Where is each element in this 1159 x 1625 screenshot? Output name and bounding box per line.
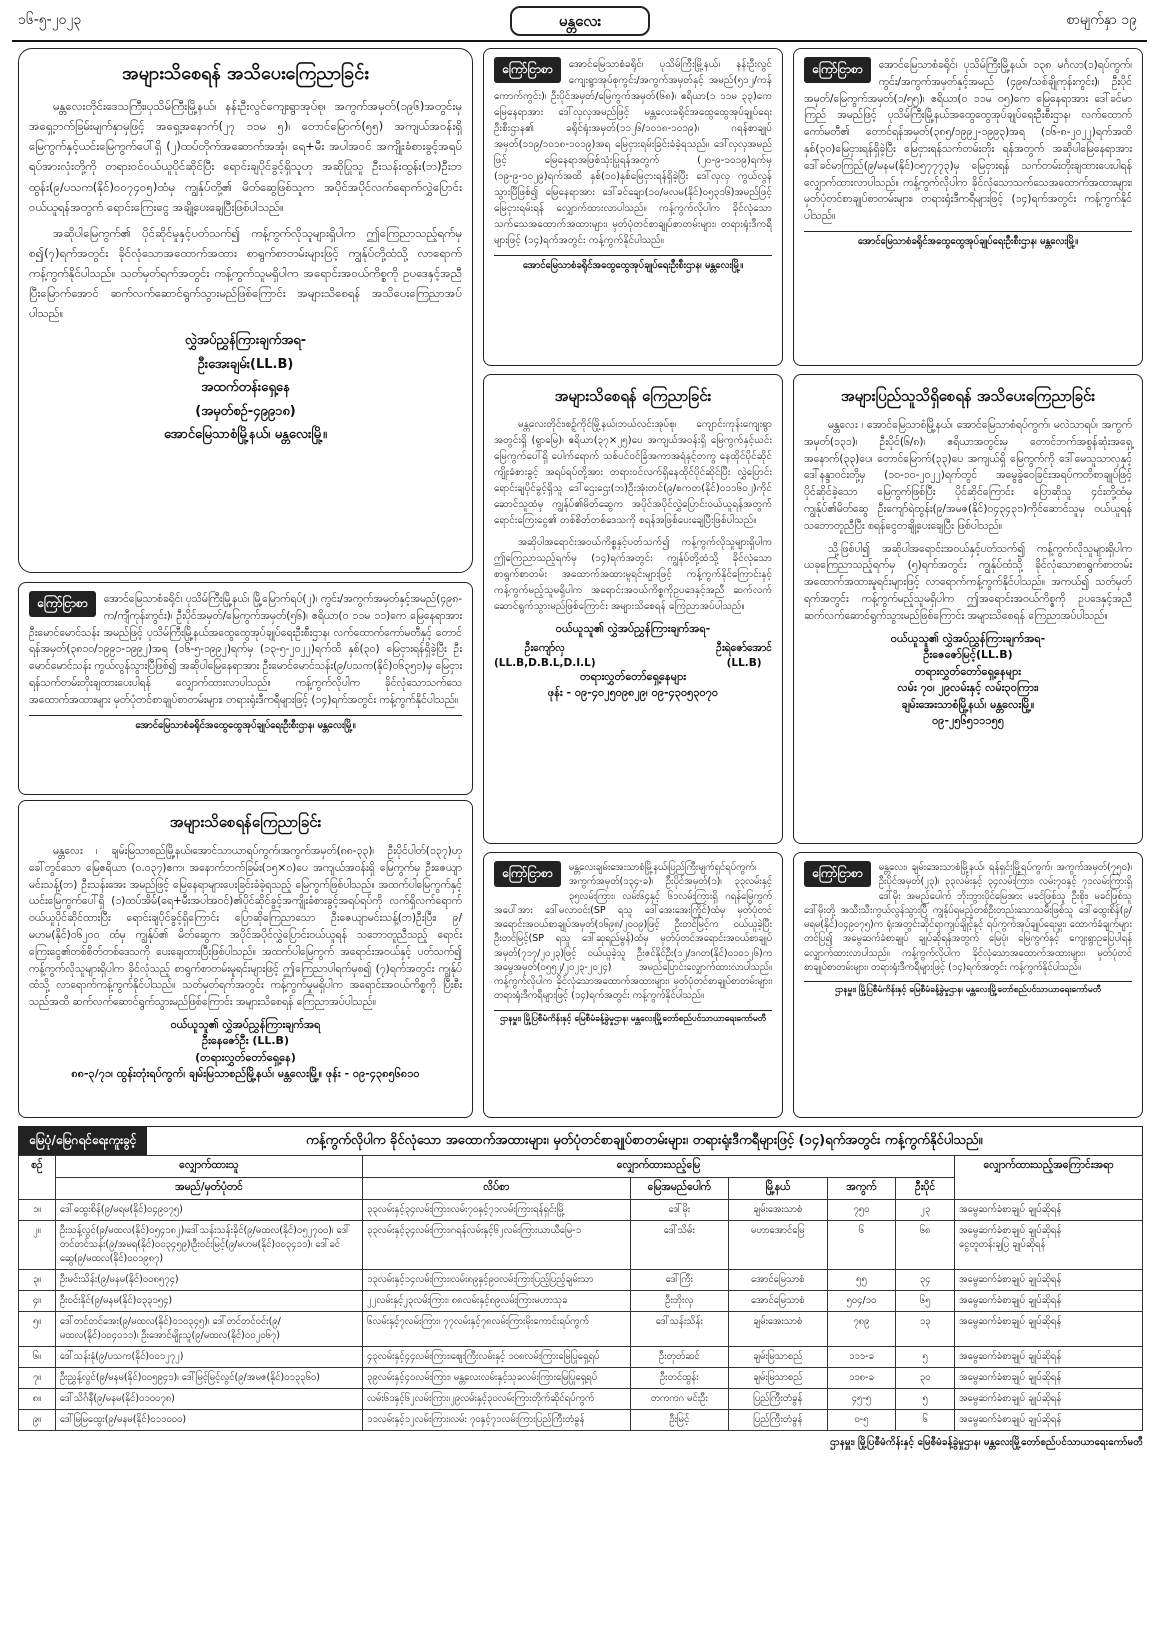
col-address: လိပ်စာ bbox=[363, 1178, 631, 1200]
col-reason: လျှောက်ထားသည့်အကြောင်းအရာ bbox=[954, 1156, 1142, 1200]
cell-applicant: ဦးညွှန့်လွင်(၉/မနမ(နိုင်)၀၀၅၉၄၁)၊ ဒေါ်မြင့်မြင့်လွင်(၉/အမဇ(နိုင်)၀၁၃၃၆၀) bbox=[55, 1368, 362, 1389]
cell-block: ၄၅-၅ bbox=[827, 1389, 896, 1410]
cell-applicant: ဦးဝင်းနိုင်(၉/မနမ(နိုင်)၀၃၃၁၅၄) bbox=[55, 1291, 362, 1312]
notice-title: အများသိစေရန် ကြေညာခြင်း bbox=[554, 387, 712, 405]
signature-line: အောင်မြေသာစံမြို့နယ်၊ မန္တလေးမြို့။ bbox=[164, 426, 327, 442]
middle-public-notice bbox=[483, 374, 783, 844]
cell-applicant: ဦးမင်းသိန်း(၉/မနမ(နိုင်)၀၀၈၅၇၄) bbox=[55, 1270, 362, 1291]
cell-address: ၄၃လမ်းနှင့်၄၄လမ်းကြား၊ဈေးကြီးလမ်းနှင့် ၁၀၈လမ်းကြားမြေပြုရှေ့ရပ် bbox=[363, 1347, 631, 1368]
signature-line: တရားလွှတ်တော်ရှေ့နေများ bbox=[914, 664, 1022, 678]
cell-holding: ၃၄ bbox=[896, 1270, 955, 1291]
signature-line: ဝယ်ယူသူ၏ လွှဲအပ်ညွှန်ကြားချက်အရ bbox=[170, 1017, 321, 1031]
advert-footer: ဌာနမှူး၊ မြို့ပြစီမံကိန်းနှင့် မြေစီမံခန့်ခွဲမှုဌာန၊ မန္တလေးမြို့တော်စည်ပင်သာယာရေးကော်မတီ bbox=[494, 1010, 772, 1026]
cell-address: ၃၃လမ်းနှင့်၃၄လမ်းကြား၊ဂရန်လမ်းနှင့်၆၂လမ်းကြားယာယီမြေ-၁ bbox=[363, 1221, 631, 1270]
page-number: စာမျက်နှာ ၁၉ bbox=[1066, 12, 1137, 28]
cell-no: ၆။ bbox=[19, 1347, 56, 1368]
left-notice-2 bbox=[18, 800, 473, 1118]
table-row bbox=[19, 1291, 1143, 1312]
cell-address: ၃၃လမ်းနှင့်၃၄လမ်းကြား၊လမ်း၇၀နှင့်၇၁လမ်းကြားရန်ရှင်းမြို့ bbox=[363, 1200, 631, 1221]
lawyer-name: ဦးရဲဇော်အောင် bbox=[716, 641, 772, 654]
notice-title: အများသိစေရန် အသိပေးကြေညာခြင်း bbox=[122, 63, 369, 84]
table-row bbox=[19, 1221, 1143, 1270]
page-date: ၁၆-၅-၂၀၂၃ bbox=[18, 12, 82, 28]
signature-line: ဦးနေဇော်ဦး (LL.B) bbox=[202, 1034, 289, 1048]
signature-line: (အမှတ်စဉ်-၄၉၉၁၈) bbox=[195, 403, 296, 419]
signature-line: ဦးဇေဇော်မြင့်(LL.B) bbox=[923, 648, 1013, 662]
cell-owner: ဦးဘိုးလှ bbox=[630, 1291, 728, 1312]
advert-tag: ကြော်ငြာစာ bbox=[804, 57, 871, 83]
table-footer: ဌာနမှူး၊ မြို့ပြစီမံကိန်းနှင့် မြေစီမံခန့်ခွဲမှုဌာန၊ မန္တလေးမြို့တော်စည်ပင်သာယာရေးကော်မတီ bbox=[830, 1437, 1143, 1448]
table-row bbox=[19, 1410, 1143, 1431]
table-row bbox=[19, 1347, 1143, 1368]
cell-owner: ဦးတုတ်ဆင် bbox=[630, 1347, 728, 1368]
lawyer-degree: (LL.B,D.B.L,D.I.L) bbox=[494, 656, 596, 669]
advert-tag: ကြော်ငြာစာ bbox=[494, 861, 561, 887]
advert-text: အောင်မြေသာစံခရိုင်၊ ပုသိမ်ကြီးမြို့နယ်၊ မြို့မြောက်ရပ်(၂)၊ ကွင်း/အကွက်အမှတ်နှင့်အမည်(၄၉၈-က/ကျီကုန်းကွင်း)၊ ဦးပိုင်အမှတ်/မြေကွက်အမှတ်(၅၆)၊ ဧရိယာ(၀ ၁၁မ ၁၁)ကေ မြေနေရာအား ဦးမောင်မောင်သန်း အမည်ဖြင့် ပုသိမ်ကြီးမြို့နယ်အထွေထွေအုပ်ချုပ်ရေးဦးစီးဌာန၊ လက်ထောက်ကော်မတီနှင့် တောင်ရန်အမှတ်(၃၈၁၀/၁၉၉၁-၁၉၉၂)အရ (၁၆-၅-၁၉၉၂)ရက်မှ (၁၃-၅-၂၀၂၂)ရက်ထိ နှစ်(၃၀) မြေငှားရန်ရှိခဲ့ပြီး ဦးမောင်မောင်သန်း ကွယ်လွန်သွားပြီဖြစ်၍ အဆိုပါမြေနေရာအား ဦးမောင်မောင်သန်း(၉/ပသက(နိုင်)၀၆၃၅၁)မှ မြေငှားရန်သက်တမ်းတိုးချထားပေးပါရန် လျှောက်ထားလာပါသည်။ ကန့်ကွက်လိုပါက ခိုင်လုံသောသက်သေအထောက်အထားများ မှတ်ပုံတင်စာချုပ်စာတမ်းများ၊ တရားရုံးဒီကရီများဖြင့် (၁၄)ရက်အတွင်း ကန့်ကွက်နိုင်ပါသည်။ bbox=[29, 593, 462, 706]
advert-text: အောင်မြေသာစံခရိုင်၊ ပုသိမ်ကြီးမြို့နယ်၊ ၁၃၈ မင်္ဂလာ(၁)ရပ်ကွက်၊ ကွင်း/အကွက်အမှတ်နှင့်အမည် (၄၉၈/သစ်ချိုကုန်းကွင်း)၊ ဦးပိုင်အမှတ်/မြေကွက်အမှတ်(၁/၅၅)၊ ဧရိယာ(၀ ၁၁မ ၀၅)ကေ မြေနေရာအား ဒေါ်ခင်မာကြည် အမည်ဖြင့် ပုသိမ်ကြီးမြို့နယ်အထွေထွေအုပ်ချုပ်ရေးဦးစီးဌာန၊ လက်ထောက်ကော်မတီ၏ တောင်ရန်အမှတ်(၃၈၅/၁၉၉၂-၁၉၉၃)အရ (၁၆-၈-၂၀၂၂)ရက်အထိ နှစ်(၃၀)မြေငှားရန်ရှိခဲ့ပြီး မြေငှားရန်သက်တမ်းတိုး ရန်အတွက် အဆိုပါမြေနေရာအား ဒေါ်ခင်မာကြည်(၉/မနမ(နိုင်)၀၅၇၇၇၃)မှ မြေငှားရန် သက်တမ်းတိုးချထားပေးပါရန် လျှောက်ထားလာပါသည်။ ကန့်ကွက်လိုပါက ခိုင်လုံသောသက်သေအထောက်အထားများ၊ မှတ်ပုံတင်စာချုပ်စာတမ်းများ၊ တရားရုံးဒီကရီများဖြင့် (၁၄)ရက်အတွင်း ကန့်ကွက်နိုင်ပါသည်။ bbox=[804, 59, 1132, 223]
cell-township: ပြည်ကြီးတံခွန် bbox=[728, 1389, 827, 1410]
cell-applicant: ဒေါ်သိင်္ဂနီ(၉/မနမ(နိုင်)၀၁၀၀၇၈) bbox=[55, 1389, 362, 1410]
cell-reason: အမွေဆက်ခံစာချုပ် ချုပ်ဆိုရန် bbox=[954, 1270, 1142, 1291]
signature-line: ၀၉-၂၅၆၅၁၁၁၅၅ bbox=[932, 714, 1004, 728]
signature-line: ချမ်းအေးသာစံမြို့နယ်၊ မန္တလေးမြို့။ bbox=[901, 697, 1035, 711]
left-advertisement bbox=[18, 582, 473, 795]
signature-head: ဝယ်ယူသူ၏ လွှဲအပ်ညွှန်ကြားချက်အရ- bbox=[555, 622, 711, 635]
advert-tag: ကြော်ငြာစာ bbox=[804, 861, 871, 887]
court-line: တရားလွှတ်တော်ရှေ့နေများ bbox=[579, 669, 687, 683]
cell-block: ၇၈၉ bbox=[827, 1312, 896, 1347]
col-no: စဉ် bbox=[19, 1156, 56, 1200]
cell-owner: ဒေါ်သိမ်း bbox=[630, 1221, 728, 1270]
cell-holding: ၅ bbox=[896, 1389, 955, 1410]
cell-reason: အမွေဆက်ခံစာချုပ် ချုပ်ဆိုရန် ငွေတူတန်းချပြ ချုပ်ဆိုရန် bbox=[954, 1221, 1142, 1270]
col-block: အကွက် bbox=[827, 1178, 896, 1200]
signature-block bbox=[804, 631, 1132, 730]
right-advertisement-1 bbox=[793, 48, 1143, 366]
signature-block bbox=[29, 1017, 462, 1083]
cell-applicant: ဒေါ်တင်တင်အေး(၉/မထလ(နိုင်)၀၁၀၃၄၅)၊ ဒေါ်တင်တင်ဝင်း(၉/မထလ(နိုင်)၀၀၄၀၁၁)၊ ဦးအောင်မျိုးသူ(၉/မထလ(နိုင်)၀၀၂၀၆၇) bbox=[55, 1312, 362, 1347]
signature-line: ၈၈-၃/၇၁၊ ထွန်းတုံးရပ်ကွက်၊ ချမ်းမြသာစည်မြို့နယ်၊ မန္တလေးမြို့။ ဖုန်း - ၀၉-၄၃၈၅၆၈၁၀ bbox=[71, 1067, 420, 1081]
cell-owner: ဦးတင်ထွန်း bbox=[630, 1368, 728, 1389]
applications-grid bbox=[18, 1155, 1143, 1431]
cell-holding: ၂၃ bbox=[896, 1200, 955, 1221]
notice-title: အများပြည်သူသိရှိစေရန် အသိပေးကြေညာခြင်း bbox=[840, 387, 1096, 405]
cell-address: ၁၁လမ်းနှင့်၁၂လမ်းကြား၊လမ်း ၇၀နှင့်၇၁လမ်းကြားပြည်ကြီးတံခွန် bbox=[363, 1410, 631, 1431]
table-row bbox=[19, 1368, 1143, 1389]
cell-owner: ဒေါ်သန်းသိန်း bbox=[630, 1312, 728, 1347]
advert-footer: အောင်မြေသာစံခရိုင်အထွေထွေအုပ်ချုပ်ရေးဦးစီးဌာန၊ မန္တလေးမြို့။ bbox=[29, 715, 462, 733]
advert-text: အောင်မြေသာစံခရိုင်၊ ပုသိမ်ကြီးမြို့နယ်၊ နန်းဦးလွင်ကျေးရွာအုပ်စုကွင်း/အကွက်အမှတ်နှင့် အမည်(၅၁၂/ကန်ကောက်ကွင်း)၊ ဦးပိုင်အမှတ်/မြေကွက်အမှတ်(၆၈)၊ ဧရိယာ(၁ ၁၁မ ၃၃)ကေ မြေနေရာအား ဒေါ်လှလှအမည်ဖြင့် မန္တလေးခရိုင်အထွေထွေအုပ်ချုပ်ရေးဦးစီးဌာန၏ ခရိုင်ရုံးအမှတ်(၁၁၂၆/၁၀၁၈-၁၀၁၉)၊ ဂရန်စာချုပ်အမှတ်(၁၁၉/၁၀၁၈-၁၀၁၉)အရ မြေငှားရမ်းခြင်းခံခဲ့ရသည်။ ဒေါ်လှလှအမည်ဖြင့် မြေနေရာအဖြစ်သုံးပြုရန်အတွက် (၂၀-၉-၁၀၁၉)ရက်မှ (၁၉-၉-၁၀၂၉)ရက်အထိ နှစ်(၁၀)နှစ်မြေငှားရန်ရှိခဲ့ပြီး ဒေါ်လှလှ ကွယ်လွန်သွားပြီဖြစ်၍ မြေနေရာအား ဒေါ်ခင်ချော(၁၀/မလမ(နိုင်)၀၅၃၁၆)အမည်ဖြင့် မြေငှားရမ်းရန် လျှောက်ထားလာပါသည်။ ကန့်ကွက်လိုပါက ခိုင်လုံသောသက်သေအထောက်အထားများ၊ မှတ်ပုံတင်စာချုပ်စာတမ်းများ၊ တရားရုံးဒီကရီများဖြင့် (၁၄)ရက်အတွင်း ကန့်ကွက်နိုင်ပါသည်။ bbox=[494, 59, 772, 246]
lawyer-name: ဦးကျော်လှ bbox=[524, 641, 565, 654]
cell-owner: ဒေါ်ကြီး bbox=[630, 1270, 728, 1291]
cell-holding: ၅ bbox=[896, 1347, 955, 1368]
middle-advertisement-1 bbox=[483, 48, 783, 366]
table-note: ကန့်ကွက်လိုပါက ခိုင်လုံသော အထောက်အထားများ၊ မှတ်ပုံတင်စာချုပ်စာတမ်းများ၊ တရားရုံးဒီကရီများဖြင့် (၁၄)ရက်အတွင်း ကန့်ကွက်နိုင်ပါသည်။ bbox=[306, 1132, 983, 1148]
table-tab-label: မြေပုံ/မြေဂရင်ရေးကူးခွင့် bbox=[19, 1127, 147, 1155]
notice-paragraph: အဆိုပါအရောင်းအဝယ်ကိစ္စနှင့်ပတ်သက်၍ ကန့်ကွက်လိုသူများရှိပါက ဤကြေညာသည့်ရက်မှ (၁၄)ရက်အတွင်း ကျွန်ုပ်တို့ထံသို့ ခိုင်လုံသောစာရွက်စာတမ်း အထောက်အထားမူရင်းများဖြင့် ကန့်ကွက်နိုင်ကြောင်းနှင့် ကန့်ကွက်မည့်သူမရှိပါက အရောင်းအဝယ်ကိစ္စကိုဥပဒေနှင့်အညီ ဆက်လက်ဆောင်ရွက်သွားမည်ဖြစ်ကြောင်း အများသိစေရန် ကြေညာအပ်ပါသည်။ bbox=[494, 537, 772, 612]
phone-line: ဖုန်း - ၀၉-၄၀၂၅၀၉၈၂၉၊ ၀၉-၄၃၀၅၃၀၇၀ bbox=[547, 686, 719, 699]
notice-paragraph: မန္တလေး ၊ ချမ်းမြသာစည်မြို့နယ်၊အောင်သာယာရပ်ကွက်၊အကွက်အမှတ်(၈၈-၃၃)၊ ဦးပိုင်ပါတ်(၁၃၇)ဟုခေါ်တွင်သော မြေဧရိယာ (၀.၀၃၇)ဧက၊ အနောက်ဘက်ခြမ်း(၁၅×၀)ပေ အကျယ်အဝန်းရှိ မြေကွက်မှ ဦးဇေယျာမင်းသန့်(ဘ) ဦးသန်းအေး အမည်ဖြင့် မြေနေရာများပေးခြင်းခံခဲ့ရသည့် မြေကွက်ဖြစ်ပါသည်။ အထက်ပါမြေကွက်နှင့် ယင်းမြေကွက်ပေါ်ရှိ (၁)ထပ်အိမ်(ရေ+မီးအပါအဝင်)၏ပိုင်ဆိုင်ခွင့်အကျိုးခံစားခွင့်အရပ်ရပ်ကို လက်ရှိလက်ရောက်ဝယ်ယူပိုင်ဆိုင်ထားပြီး ရောင်းချပိုင်ခွင့်ရှိကြောင်း ပြောဆိုကြေညာသော ဦးဇေယျာမင်းသန့်(ဘ)ဦးပြီး၊ ၉/မဟမ(နိုင်)၀၆၂၀၀ ထံမှ ကျွန်ုပ်၏ မိတ်ဆွေက အပိုင်အပိုင်လွှဲပြောင်းဝယ်ယူရန် သဘောတူညီသည့် ရောင်းကြေးငွေ၏တစ်စိတ်တစ်ဒေသကို ပေးချေထားပြီးဖြစ်ပါသည်။ အထက်ပါမြေကွက် အရောင်းအဝယ်နှင့် ပတ်သက်၍ ကန့်ကွက်လိုသူများရှိပါက ခိုင်လုံသည့် စာရွက်စာတမ်းမူရင်းများဖြင့် ဤကြေညာပါရက်မှစ၍ (၇)ရက်အတွင်း ကျွန်ုပ်ထံသို့ လာရောက်ကန့်ကွက်နိုင်ပါသည်။ သတ်မှတ်ရက်အတွင်း ကန့်ကွက်မှုမရှိပါက အရောင်းအဝယ်ကိစ္စကို ပြီးစီးသည်အထိ ဆက်လက်ဆောင်ရွက်သွားမည်ဖြစ်ကြောင်း အများသိစေရန် ကြေညာအပ်ပါသည်။ bbox=[29, 845, 462, 1009]
advert-tag: ကြော်ငြာစာ bbox=[29, 591, 96, 617]
notice-title: အများသိစေရန်ကြေညာခြင်း bbox=[169, 813, 322, 831]
advert-tag: ကြော်ငြာစာ bbox=[494, 57, 561, 83]
newspaper-masthead: မန္တလေး bbox=[510, 6, 650, 36]
cell-block: ၀-၅ bbox=[827, 1410, 896, 1431]
cell-township: ချမ်းမြသာစည် bbox=[728, 1347, 827, 1368]
cell-holding: ၆ bbox=[896, 1410, 955, 1431]
cell-address: ၂၂လမ်းနှင့်၂၃လမ်းကြား၊ ၈၈လမ်းနှင့်၈၉လမ်းကြားမဟာသုခ bbox=[363, 1291, 631, 1312]
cell-address: လမ်း၆၁နှင့်၆၂လမ်းကြား၊၂၉လမ်းနှင့်၃၀လမ်းကြားတိုက်ဆိုင်ရပ်ကွက် bbox=[363, 1389, 631, 1410]
cell-holding: ၆၅ bbox=[896, 1291, 955, 1312]
advert-footer: အောင်မြေသာစံခရိုင်အထွေထွေအုပ်ချုပ်ရေးဦးစီးဌာန၊ မန္တလေးမြို့။ bbox=[494, 255, 772, 273]
signature-line: ဦးအေးချမ်း(LL.B) bbox=[197, 356, 294, 372]
col-applicant: လျှောက်ထားသူ bbox=[55, 1156, 362, 1178]
table-body bbox=[19, 1200, 1143, 1431]
cell-reason: အမွေဆက်ခံစာချုပ် ချုပ်ဆိုရန် bbox=[954, 1347, 1142, 1368]
cell-block: ၅၅ bbox=[827, 1270, 896, 1291]
cell-no: ၈။ bbox=[19, 1389, 56, 1410]
middle-advertisement-2 bbox=[483, 852, 783, 1118]
cell-township: မဟာအောင်မြေ bbox=[728, 1221, 827, 1270]
signature-line: ဝယ်ယူသူ၏ လွှဲအပ်ညွှန်ကြားချက်အရ- bbox=[890, 631, 1046, 645]
col-owner: မြေအမည်ပေါက် bbox=[630, 1178, 728, 1200]
left-public-notice bbox=[18, 48, 473, 573]
cell-address: ၁၃လမ်းနှင့်၁၄လမ်းကြား၊လမ်း၈၉နှင့်၉၀လမ်းကြားပြည့်ပြည့်ချမ်းသာ bbox=[363, 1270, 631, 1291]
table-row bbox=[19, 1312, 1143, 1347]
cell-block: ၇၅၀ bbox=[827, 1200, 896, 1221]
signature-line: (တရားလွှတ်တော်ရှေ့နေ) bbox=[195, 1050, 296, 1064]
cell-applicant: ဦးသန့်လွင်(၉/မထလ(နိုင်)၀၅၄၁၈၂)၊ဒေါ်သန်းသန်းခိုင်(၉/မထလ(နိုင်)၀၅၂၇၀၀)၊ ဒေါ်တင်တင်သန်း(၉/အမရ(နိုင်)၀၀၃၄၅၉)၊ဦးဝင်းမြင့်(၉/မဟမ(နိုင်)၀၀၃၄၁၁)၊ ဒေါ်ခင်ဆွေ(၉/မထလ(နိုင်)၀၀၁၉၈၇) bbox=[55, 1221, 362, 1270]
cell-applicant: ဒေါ်သန်းနုံ(၉/ပသက(နိုင်)၀၀၁၂၇၂) bbox=[55, 1347, 362, 1368]
col-land: လျှောက်ထားသည့်မြေ bbox=[363, 1156, 955, 1178]
signature-line: လမ်း ၇၀၊ ၂၉လမ်းနှင့် လမ်း၃၀ကြား၊ bbox=[897, 681, 1039, 695]
col-township: မြို့နယ် bbox=[728, 1178, 827, 1200]
cell-address: ၃၉လမ်းနှင့်၄၀လမ်းကြား၊ မန္တလေးလမ်းနှင့်သုခလမ်းကြားမြေပြုရှေ့ရပ် bbox=[363, 1368, 631, 1389]
cell-holding: ၃၀ bbox=[896, 1368, 955, 1389]
cell-holding: ၁၃ bbox=[896, 1312, 955, 1347]
advert-footer: ဌာနမှူး၊ မြို့ပြစီမံကိန်းနှင့် မြေစီမံခန့်ခွဲမှုဌာန၊ မန္တလေးမြို့တော်စည်ပင်သာယာရေးကော်မတီ bbox=[804, 981, 1132, 997]
cell-block: ၁၁၈-ခ bbox=[827, 1368, 896, 1389]
col-applicant-sub: အမည်/မှတ်ပုံတင် bbox=[55, 1178, 362, 1200]
notice-paragraph: မန္တလေးတိုင်း၊စဉ့်ကိုင်မြို့နယ်၊ဘယ်လင်းအုပ်စု၊ ကျောင်းကုန်းကျေးရွာအတွင်းရှိ (ရွာမြေ)၊ ဧရိယာ(၃၇×၂၅)ပေ အကျယ်အဝန်းရှိ မြေကွက်နှင့်ယင်းမြေကွက်ပေါ်ရှိ ပေါက်ရောက် သစ်ပင်ဝင်ခြံအကာအရံနှင့်တကွ နေထိုင်ပိုင်ဆိုင်ကျိုးခံစားခွင့် အရပ်ရပ်တို့အား တရားဝင်လက်ရှိနေထိုင်ပိုင်ဆိုင်ပြီး လွှဲပြောင်းရောင်းချပိုင်ခွင့်ရှိသူ ဒေါ်ဌေးဌေး(ဘ)ဦးအုံးတင်(၉/စကတ(နိုင်)၀၁၁၆၀၂)ကိုင်ဆောင်သူထံမှ ကျွန်ုပ်၏မိတ်ဆွေက အပိုင်အပိုင်လွှဲပြောင်းဝယ်ယူရန်အတွက် ရောင်းကြေးငွေ၏ တစ်စိတ်တစ်ဒေသကို စရန်အဖြစ်ပေးချေပြီးဖြစ်ပါသည်။ bbox=[494, 419, 772, 526]
cell-no: ၇။ bbox=[19, 1368, 56, 1389]
cell-holding: ၆၈ bbox=[896, 1221, 955, 1270]
cell-no: ၂။ bbox=[19, 1221, 56, 1270]
right-advertisement-2 bbox=[793, 852, 1143, 1118]
cell-reason: အမွေဆက်ခံစာချုပ် ချုပ်ဆိုရန် bbox=[954, 1200, 1142, 1221]
cell-reason: အမွေဆက်ခံစာချုပ် ချုပ်ဆိုရန် bbox=[954, 1389, 1142, 1410]
land-application-table bbox=[18, 1126, 1143, 1616]
cell-no: ၅။ bbox=[19, 1312, 56, 1347]
cell-applicant: ဒေါ်မြမြထွေး(၉/မနမ(နိုင်)၀၁၁၀၀၀) bbox=[55, 1410, 362, 1431]
lawyer-degree: (LL.B) bbox=[726, 656, 762, 669]
cell-no: ၁။ bbox=[19, 1200, 56, 1221]
lawyer-1 bbox=[494, 642, 596, 669]
cell-block: ၁၁၁-ခ bbox=[827, 1347, 896, 1368]
notice-paragraph: အဆိုပါမြေကွက်၏ ပိုင်ဆိုင်မှုနှင့်ပတ်သက်၍ ကန့်ကွက်လိုသူများရှိပါက ဤကြေညာသည့်ရက်မှစ၍(၇)ရက်အတွင်း ခိုင်လုံသောအထောက်အထား စာရွက်စာတမ်းများဖြင့် ကျွန်ုပ်တို့ထံသို့ လာရောက်ကန့်ကွက်နိုင်ပါသည်။ သတ်မှတ်ရက်အတွင်း ကန့်ကွက်သူမရှိပါက အရောင်းအဝယ်ကိစ္စကို ဥပဒေနှင့်အညီပြီးမြောက်အောင် ဆက်လက်ဆောင်ရွက်သွားမည်ဖြစ်ကြောင်း အများသိစေရန် အသိပေးကြေညာအပ်ပါသည်။ bbox=[29, 225, 462, 321]
cell-township: ချမ်းအေးသာစံ bbox=[728, 1200, 827, 1221]
cell-reason: အမွေဆက်ခံစာချုပ် ချုပ်ဆိုရန် bbox=[954, 1312, 1142, 1347]
notice-paragraph: သို့ဖြစ်ပါ၍ အဆိုပါအရောင်းအဝယ်နှင့်ပတ်သက်၍ ကန့်ကွက်လိုသူများရှိပါက ယခုကြေညာသည့်ရက်မှ (၅)ရက်အတွင်း ကျွန်ုပ်ထံသို့ ခိုင်လုံသောစာရွက်စာတမ်း အထောက်အထားမူရင်းများဖြင့် လာရောက်ကန့်ကွက်နိုင်ပါသည်။ အကယ်၍ သတ်မှတ်ရက်အတွင်း ကန့်ကွက်မည့်သူမရှိပါက ဤအရောင်းအဝယ်ကိစ္စကို ဥပဒေနှင့်အညီ ဆက်လက်ဆောင်ရွက်သွားမည်ဖြစ်ကြောင်း အများသိစေရန် ကြေညာအပ်ပါသည်။ bbox=[804, 542, 1132, 622]
cell-owner: ဒေါ်မိုး bbox=[630, 1200, 728, 1221]
signature-line: အထက်တန်းရှေ့နေ bbox=[201, 380, 290, 396]
advert-footer: အောင်မြေသာစံခရိုင်အထွေထွေအုပ်ချုပ်ရေးဦးစီးဌာန၊ မန္တလေးမြို့။ bbox=[804, 231, 1132, 249]
cell-reason: အမွေဆက်ခံစာချုပ် ချုပ်ဆိုရန် bbox=[954, 1368, 1142, 1389]
lawyer-signatures bbox=[494, 642, 772, 669]
cell-no: ၉။ bbox=[19, 1410, 56, 1431]
cell-township: ချမ်းအေးသာစံ bbox=[728, 1312, 827, 1347]
right-public-notice bbox=[793, 374, 1143, 844]
notice-paragraph: မန္တလေး ၊ အောင်မြေသာစံမြို့နယ်၊ အောင်မြေသာစံရပ်ကွက်၊ မလဲသာရပ်၊ အကွက်အမှတ်(၁၃၁)၊ ဦးပိုင်(၆/၈)၊ ဧရိယာအတွင်းမှ တောင်ဘက်အစွန်ဆုံးအရှေ့အနောက်(၃၃)ပေ၊ တောင်မြောက်(၃၃)ပေ အကျယ်ရှိ မြေကွက်ကို ဒေါ်မေသူသာလှနှင့် ဒေါ်နန္ဒာဝင်းတို့မှ (၁၀-၁၀-၂၀၂၂)ရက်တွင် အမွေခွဲဝေခြင်းအရပ်ကတိစာချုပ်ဖြင့် ပိုင်ဆိုင်ခဲ့သော မြေကွက်ဖြစ်ပြီး ပိုင်ဆိုင်ကြောင်း ပြောဆိုသူ ၄င်းတို့ထံမှ ကျွန်ုပ်၏မိတ်ဆွေ ဦးကျော်ရဲထွန်း(၉/အမဇ(နိုင်)၀၄၃၄၃၁)ကိုင်ဆောင်သူမှ ဝယ်ယူရန်သဘောတူညီပြီး စရန်ငွေတချို့ပေးချေပြီး ဖြစ်ပါသည်။ bbox=[804, 419, 1132, 532]
cell-block: ၅၀၄/၁၀ bbox=[827, 1291, 896, 1312]
lawyer-2 bbox=[716, 642, 772, 669]
table-header-bar bbox=[18, 1126, 1143, 1155]
table-row bbox=[19, 1200, 1143, 1221]
cell-applicant: ဒေါ်ထွေးစိန်(၉/မရမ(နိုင်)၀၄၉၀၇၅) bbox=[55, 1200, 362, 1221]
cell-owner: ဦးမြင့် bbox=[630, 1410, 728, 1431]
header-rule bbox=[12, 40, 1147, 42]
advert-text: မန္တလေးချမ်းအေးသာစံမြို့နယ်၊ပြည်ကြီးမျက်ရှင်ရပ်ကွက်၊ အကွက်အမှတ်(၁၃၄-ခ)၊ ဦးပိုင်အမှတ်(၁)၊ ၃၃လမ်းနှင့် ၃၅လမ်းကြား၊ လမ်း၆၄နှင့် ၆၁လမ်းကြားရှိ ဂရန်မြေကွက်အပေါ်အား ဒေါ်မလာဝင်း(SP ရသူ ဒေါ်အေးအေးကြိုင်)ထံမှ မှတ်ပုံတင်အရောင်းအဝယ်စာချုပ်အမှတ်(၁၆၉၈/၂၀၀၉)ဖြင့် ဦးတင်မြင့်က ဝယ်ယူခဲ့ပြီး ဦးတင်မြင့်(SP ရသူ ဒေါ်ဆုရည်မွန်)ထံမှ မှတ်ပုံတင်အရောင်းအဝယ်စာချုပ်အမှတ်(၇၁၇/၂၀၂၃)ဖြင့် ဝယ်ယူခဲ့သူ ဦးဇင်နိုင်ဦး(၁၂/ဒဂတ(နိုင်)၀၁၀၁၂၆)က အမွေအမှတ်(၀၅၅၂/၂၀၂၃-၂၀၂၄) အမည်ပြောင်းလျှောက်ထားလာပါသည်။ ကန့်ကွက်လိုပါက ခိုင်လုံသောအထောက်အထားများ၊ မှတ်ပုံတင်စာချုပ်စာတမ်းများ၊ တရားရုံးဒီကရီများဖြင့် (၁၄)ရက်အတွင်း ကန့်ကွက်နိုင်ပါသည်။ bbox=[494, 862, 772, 1002]
signature-line: လွှဲအပ်ညွှန်ကြားချက်အရ- bbox=[184, 333, 307, 349]
cell-reason: အမွေဆက်ခံစာချုပ် ချုပ်ဆိုရန် bbox=[954, 1291, 1142, 1312]
cell-township: ပြည်ကြီးတံခွန် bbox=[728, 1410, 827, 1431]
cell-owner: တကကဂ မင်းဦး bbox=[630, 1389, 728, 1410]
cell-township: အောင်မြေသာစံ bbox=[728, 1270, 827, 1291]
col-holding: ဦးပိုင် bbox=[896, 1178, 955, 1200]
table-row bbox=[19, 1389, 1143, 1410]
cell-reason: အမွေဆက်ခံစာချုပ် ချုပ်ဆိုရန် bbox=[954, 1410, 1142, 1431]
cell-address: ၆လမ်းနှင့်၇လမ်းကြား၊ ၇၇လမ်းနှင့်၇၈လမ်းကြားမိုးကောင်းရပ်ကွက် bbox=[363, 1312, 631, 1347]
table-row bbox=[19, 1270, 1143, 1291]
advert-text: မန္တလေး၊ ချမ်းအေးသာစံမြို့နယ်၊ ရန်ရှင်းမြို့ရပ်ကွက်၊ အကွက်အမှတ်(၇၅၀)၊ ဦးပိုင်အမှတ်(၂၃)၊ ၃၃လမ်းနှင့် ၃၄လမ်းကြား၊ လမ်း၇၀နှင့် ၇၁လမ်းကြားရှိ ဒေါ်မိုး အမည်ပေါက် ဘိုးဘွားပိုင်မြေအား မခင်ဖြစ်သူ ဦးစိုး၊ မခင်ဖြစ်သူ ဒေါ်မိုးတို့ အသီးသီးကွယ်လွန်သွားပြီ ကျွန်ုပ်ရမည့်တစ်ဦးတည်းသောသမီးဖြစ်သူ ဒေါ်ထွေးစိန်(၉/မရမ(နိုင်)၀၄၉၀၇၅)က ရုံးအတွင်းဆိုင်ရာကျပ်ချိုင့်နှင့် ရပ်ကွက်အုပ်ချုပ်ရေးမှူး၊ ထောက်ခံချက်များတင်ပြ၍ အမွေဆက်ခံစာချုပ် ချုပ်ဆိုရန်အတွက် မြေပုံ၊ မြေကွက်နှင့် ကျေးရွာဥပြေပါရန် လျှောက်ထားလာပါသည်။ ကန့်ကွက်လိုပါက ခိုင်လုံသောအထောက်အထားများ၊ မှတ်ပုံတင်စာချုပ်စာတမ်းများ၊ တရားရုံးဒီကရီများဖြင့် (၁၄)ရက်အတွင်း ကန့်ကွက်နိုင်ပါသည်။ bbox=[804, 862, 1132, 973]
notice-paragraph: မန္တလေးတိုင်းဒေသကြီး၊ပုသိမ်ကြီးမြို့နယ်၊ နန်းဦးလွင်ကျေးရွာအုပ်စု၊ အကွက်အမှတ်(၁၉၆)အတွင်းမှ အရှေ့ဘက်ခြမ်းမျက်နှာမှဖြင့် အရှေ့အနောက်(၂၇ ၁၁မ ၅)၊ တောင်မြောက်(၅၅) အကျယ်အဝန်းရှိ မြေကွက်နှင့်ယင်းမြေကွက်ပေါ်ရှိ (၂)ထပ်တိုက်အဆောက်အအုံ၊ ရေ+မီး အပါအဝင် အကျိုးခံစားခွင့်အရပ်ရပ်အားလုံးတို့ကို တရားဝင်ဝယ်ယူပိုင်ဆိုင်ပြီး ရောင်းချပိုင်ခွင့်ရှိသူဟု အဆိုပြုသူ ဦးသန်းထွန်း(ဘ)ဦးဘထွန်း(၉/ပသက(နိုင်)၀၀၇၄၀၅)ထံမှ ကျွန်ုပ်တို့၏ မိတ်ဆွေဖြစ်သူက အပိုင်အပိုင်လက်ရောက်လွှဲပြောင်းဝယ်ယူရန်အတွက် ရောင်းကြေးငွေ အချို့ပေးချေပြီးဖြစ်ပါသည်။ bbox=[29, 99, 462, 214]
cell-township: အောင်မြေသာစံ bbox=[728, 1291, 827, 1312]
cell-no: ၃။ bbox=[19, 1270, 56, 1291]
cell-township: ချမ်းမြသာစည် bbox=[728, 1368, 827, 1389]
signature-block bbox=[29, 329, 462, 446]
cell-block: ၆ bbox=[827, 1221, 896, 1270]
cell-no: ၄။ bbox=[19, 1291, 56, 1312]
